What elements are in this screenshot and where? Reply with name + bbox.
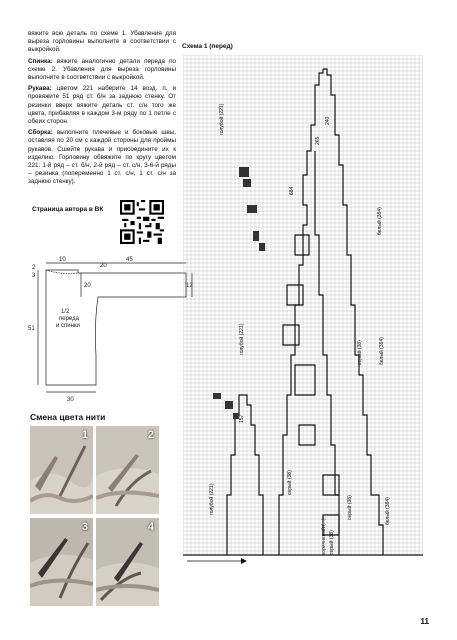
direction-arrow-icon xyxy=(187,558,247,564)
step-photo-3 xyxy=(30,518,93,606)
step-photo-2 xyxy=(96,426,159,514)
chart-label-gray-3: серый (38) xyxy=(347,495,353,520)
chart-label-blue-1: голубой (221) xyxy=(219,103,225,135)
sleeves-paragraph xyxy=(28,85,176,126)
chart-label-brown: коричневый (...) xyxy=(321,518,327,555)
intro-paragraph: вяжите всю деталь по схеме 1. Убавления для выреза горловины выполните в соответствии с выкройкой. xyxy=(28,30,176,54)
chart-label-265: 265 xyxy=(315,136,321,145)
author-qr-block xyxy=(28,200,178,246)
pattern-center-label-back: и спинки xyxy=(56,323,80,329)
assembly-label: Сборка: xyxy=(28,129,53,137)
color-change-title: Смена цвета нити xyxy=(30,412,106,422)
pattern-dim-top-10: 10 xyxy=(59,257,66,263)
pattern-dim-inner-20: 20 xyxy=(84,283,91,289)
chart-label-blue-3: голубой (221) xyxy=(209,483,215,515)
pattern-center-fraction: 1/2 xyxy=(61,309,70,315)
step-number-1: 1 xyxy=(81,429,88,441)
chart-label-white-2: белый (384) xyxy=(379,337,385,365)
pattern-dim-left-3: 3 xyxy=(32,273,36,279)
step-number-4: 4 xyxy=(147,521,154,533)
chart-label-white-1: белый (384) xyxy=(377,207,383,235)
sleeves-label: Рукава: xyxy=(28,85,52,93)
assembly-text: выполните плечевые и боковые швы, оставляя по 20 см с каждой стороны для проймы рукавов. Сшейте рукава и присоедините их к изделию. Горловину обвяжите по кругу цветом 221: 1-й ряд – ст. б/н, 2-й ряд – ст. с/н, 3-6-й ряды – резинка (попеременно 1 ст. с/н, 1 ст. с/н за заднюю стенку). xyxy=(28,129,176,186)
author-page-label: Страница автора в ВК xyxy=(32,206,104,213)
step-number-2: 2 xyxy=(147,429,154,441)
chart-label-684: 684 xyxy=(289,186,295,195)
chart-label-white-3: белый (384) xyxy=(385,497,391,525)
pattern-dim-top-20: 20 xyxy=(100,263,107,269)
knitting-chart xyxy=(183,55,423,567)
step-photo-4 xyxy=(96,518,159,606)
chart-label-157: 157 xyxy=(239,414,245,423)
chart-label-blue-2: голубой (221) xyxy=(239,323,245,355)
step-number-3: 3 xyxy=(81,521,88,533)
color-change-photos xyxy=(30,426,160,610)
back-paragraph xyxy=(28,58,176,83)
chart-label-240: 240 xyxy=(325,116,331,125)
qr-code-icon[interactable] xyxy=(120,200,164,244)
pattern-dim-left-2: 2 xyxy=(32,265,36,271)
chart-label-gray-2: серый (38) xyxy=(287,470,293,495)
instructions-column xyxy=(28,30,176,190)
assembly-paragraph xyxy=(28,129,176,186)
step-photo-1 xyxy=(30,426,93,514)
pattern-dim-left-51: 51 xyxy=(28,326,35,332)
back-text: вяжите аналогично детали переда по схеме 2. Убавления для выреза горловины выполните в соответствии с выкройкой. xyxy=(28,57,177,82)
pattern-center-label-front: переда xyxy=(59,316,79,322)
schema-title: Схема 1 (перед) xyxy=(182,43,233,50)
pattern-dim-bottom-30: 30 xyxy=(67,397,74,403)
back-label: Спинка: xyxy=(28,57,53,65)
garment-pattern-diagram xyxy=(26,255,196,405)
pattern-dim-top-45: 45 xyxy=(126,257,133,263)
sleeves-text: цветом 221 наберите 14 возд. п. и провяжите 51 ряд ст. б/н за заднюю стенку. От резинки вверх вяжите деталь ст. с/н того же цвета, прибавляя в каждом 3-м ряду по 1 петле с обеих сторон. xyxy=(28,85,177,126)
page-number: 11 xyxy=(420,617,429,626)
chart-label-gray-4: серый (38) xyxy=(329,530,335,555)
pattern-dim-right-12: 12 xyxy=(186,283,193,289)
chart-label-gray-1: серый (38) xyxy=(357,340,363,365)
